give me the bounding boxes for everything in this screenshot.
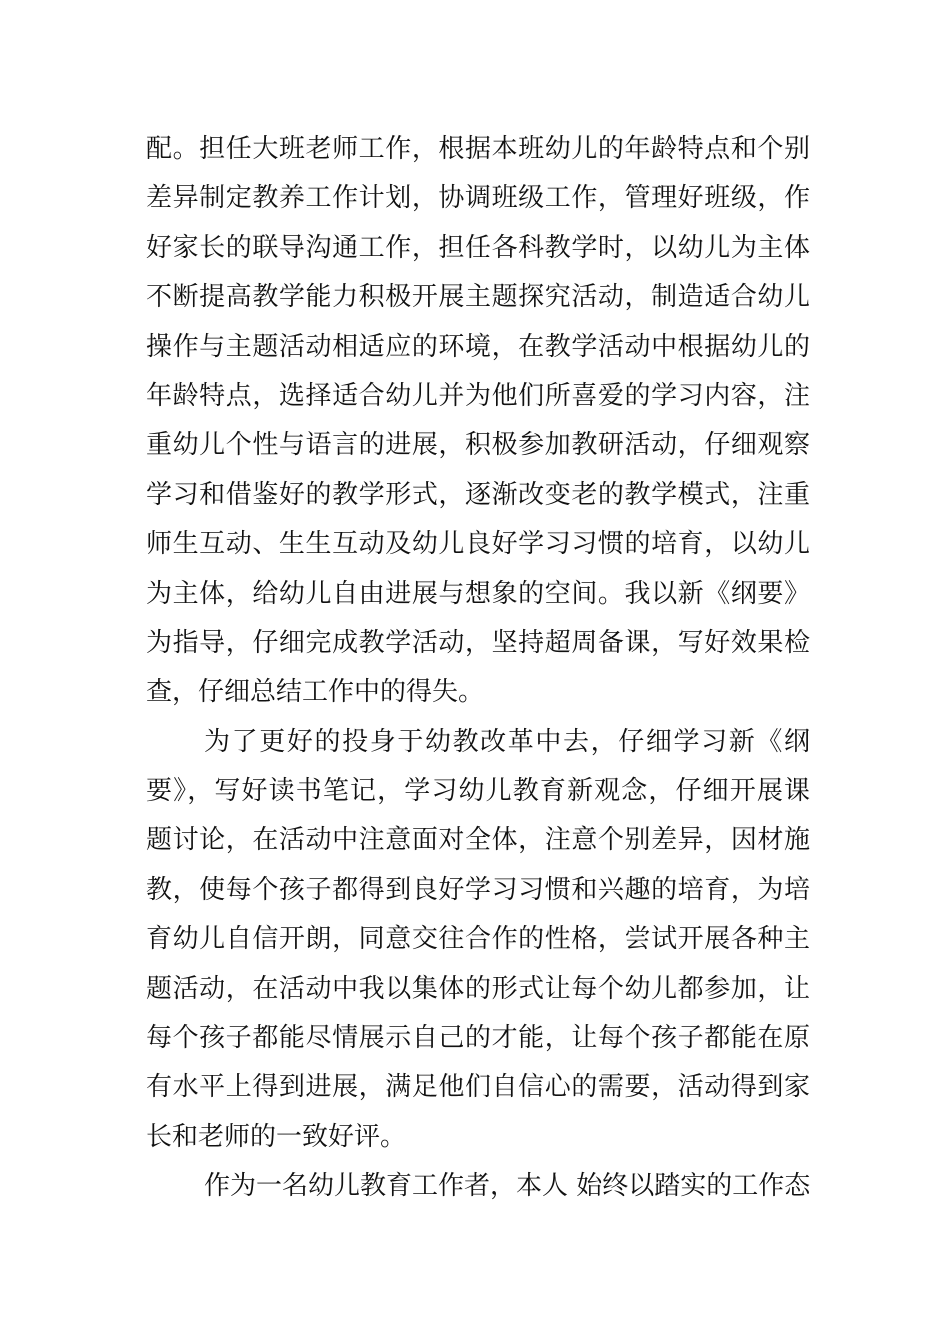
paragraph-1-line-2: 差异制定教养工作计划，协调班级工作，管理好班级，作	[146, 183, 810, 214]
document-body	[146, 125, 810, 1212]
paragraph-2-line-1: 为了更好的投身于幼教改革中去，仔细学习新《纲	[204, 726, 810, 757]
paragraph-1-line-6: 年龄特点，选择适合幼儿并为他们所喜爱的学习内容，注	[146, 380, 810, 411]
paragraph-1-line-5: 操作与主题活动相适应的环境，在教学活动中根据幼儿的	[146, 331, 810, 362]
paragraph-1-line-8: 学习和借鉴好的教学形式，逐渐改变老的教学模式，注重	[146, 479, 810, 510]
paragraph-1-line-9: 师生互动、生生互动及幼儿良好学习习惯的培育，以幼儿	[146, 529, 810, 560]
paragraph-2-line-4: 教，使每个孩子都得到良好学习习惯和兴趣的培育，为培	[146, 874, 810, 905]
paragraph-1-line-10: 为主体，给幼儿自由进展与想象的空间。我以新《纲要》	[146, 578, 810, 609]
paragraph-2-line-7: 每个孩子都能尽情展示自己的才能，让每个孩子都能在原	[146, 1023, 810, 1054]
paragraph-3-line-1: 作为一名幼儿教育工作者，本人 始终以踏实的工作态	[204, 1171, 810, 1202]
paragraph-1-line-12: 查，仔细总结工作中的得失。	[146, 677, 485, 708]
paragraph-1-line-1: 配。担任大班老师工作，根据本班幼儿的年龄特点和个别	[146, 134, 810, 164]
paragraph-2-line-9: 长和老师的一致好评。	[146, 1121, 407, 1152]
paragraph-2-line-3: 题讨论，在活动中注意面对全体，注意个别差异，因材施	[146, 825, 810, 856]
paragraph-1-line-4: 不断提高教学能力积极开展主题探究活动，制造适合幼儿	[146, 282, 810, 313]
paragraph-1-line-3: 好家长的联导沟通工作，担任各科教学时，以幼儿为主体	[146, 232, 810, 263]
paragraph-2-line-5: 育幼儿自信开朗，同意交往合作的性格，尝试开展各种主	[146, 924, 810, 955]
paragraph-2-line-6: 题活动，在活动中我以集体的形式让每个幼儿都参加，让	[146, 973, 810, 1004]
paragraph-1-line-7: 重幼儿个性与语言的进展，积极参加教研活动，仔细观察	[146, 430, 810, 461]
paragraph-1-line-11: 为指导，仔细完成教学活动，坚持超周备课，写好效果检	[146, 627, 810, 658]
paragraph-2-line-2: 要》，写好读书笔记，学习幼儿教育新观念，仔细开展课	[146, 776, 810, 807]
paragraph-2-line-8: 有水平上得到进展，满足他们自信心的需要，活动得到家	[146, 1072, 810, 1103]
